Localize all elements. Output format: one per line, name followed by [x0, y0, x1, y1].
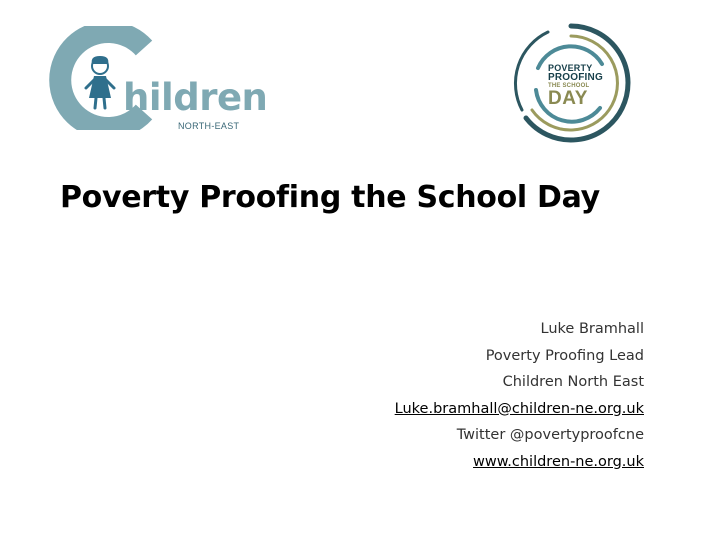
slide-title: Poverty Proofing the School Day — [60, 180, 600, 215]
roundel-line-4: DAY — [548, 88, 588, 109]
contact-organisation: Children North East — [502, 374, 644, 390]
roundel-line-2: PROOFING — [548, 72, 603, 83]
poverty-proofing-logo — [508, 20, 634, 146]
contact-email-link[interactable]: Luke.bramhall@children-ne.org.uk — [394, 400, 644, 417]
logo-brand-word: hildren — [123, 76, 268, 119]
roundel-line-1: POVERTY — [548, 63, 593, 73]
roundel-text — [548, 64, 608, 108]
contact-role: Poverty Proofing Lead — [485, 347, 644, 364]
children-north-east-logo — [48, 26, 268, 131]
contact-website-link[interactable]: www.children-ne.org.uk — [473, 453, 644, 470]
roundel-line-3: THE SCHOOL — [548, 83, 590, 89]
contact-twitter: Twitter @povertyproofcne — [456, 427, 644, 443]
logo-brand-subtitle: NORTH-EAST — [178, 121, 240, 131]
contact-name: Luke Bramhall — [540, 321, 644, 337]
children-figure-icon — [86, 56, 114, 108]
contact-block — [395, 316, 644, 475]
